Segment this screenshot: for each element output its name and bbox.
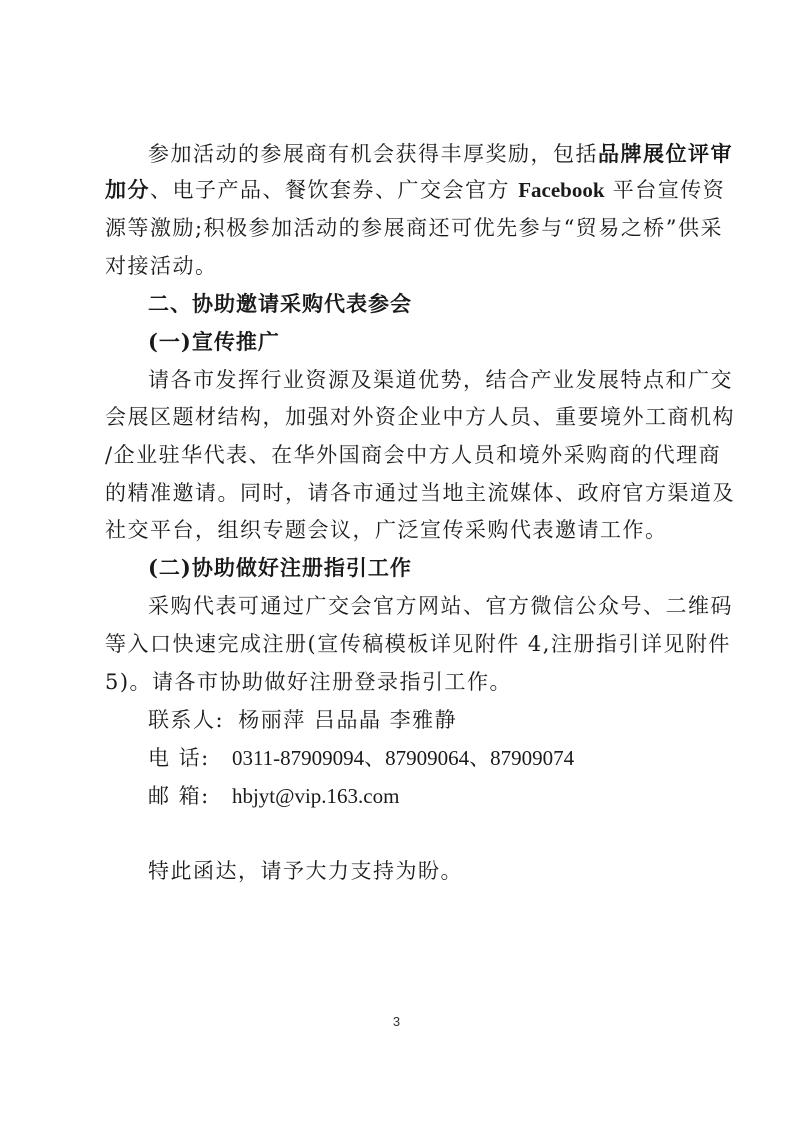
paragraph-line: 等入口快速完成注册(宣传稿模板详见附件 4,注册指引详见附件 [105, 632, 731, 656]
paragraph-line [105, 176, 725, 204]
page-number: 3 [392, 1014, 401, 1029]
paragraph-line: 采购代表可通过广交会官方网站、官方微信公众号、二维码 [148, 594, 733, 618]
paragraph-line: 的精准邀请。同时，请各市通过当地主流媒体、政府官方渠道及 [105, 481, 735, 505]
contact-names: 杨丽萍 吕品晶 李雅静 [238, 708, 458, 732]
emphasis-text: 加分 [105, 177, 150, 202]
closing-line: 特此函达，请予大力支持为盼。 [148, 859, 463, 883]
email-address: hbjyt@vip.163.com [231, 784, 400, 808]
contact-phone [148, 744, 574, 772]
section-heading: 二、协助邀请采购代表参会 [148, 292, 412, 316]
subsection-heading: (一)宣传推广 [148, 329, 280, 354]
paragraph-line: 会展区题材结构，加强对外资企业中方人员、重要境外工商机构 [105, 405, 735, 429]
paragraph-line: /企业驻华代表、在华外国商会中方人员和境外采购商的代理商 [105, 443, 722, 467]
paragraph-line: 请各市发挥行业资源及渠道优势，结合产业发展特点和广交 [148, 368, 733, 392]
contact-label: 联系人: [148, 708, 225, 732]
emphasis-text: Facebook [518, 178, 605, 202]
contact-email [148, 782, 399, 810]
paragraph-line: 源等激励;积极参加活动的参展商还可优先参与“贸易之桥”供采 [105, 216, 724, 240]
paragraph-line: 社交平台，组织专题会议，广泛宣传采购代表邀请工作。 [105, 518, 668, 542]
subsection-heading: (二)协助做好注册指引工作 [148, 555, 412, 580]
contact-persons [148, 706, 457, 734]
phone-numbers: 0311-87909094、87909064、87909074 [231, 746, 575, 770]
emphasis-text: 品牌展位评审 [598, 141, 733, 166]
paragraph-text: 平台宣传资 [612, 178, 726, 202]
paragraph-line [148, 140, 733, 168]
paragraph-text: 参加活动的参展商有机会获得丰厚奖励，包括 [148, 142, 598, 166]
paragraph-line: 5)。请各市协助做好注册登录指引工作。 [105, 670, 513, 694]
phone-label: 电 话: [148, 746, 210, 770]
paragraph-line: 对接活动。 [105, 254, 218, 278]
paragraph-text: 、电子产品、餐饮套券、广交会官方 [150, 178, 510, 202]
email-label: 邮 箱: [148, 784, 210, 808]
